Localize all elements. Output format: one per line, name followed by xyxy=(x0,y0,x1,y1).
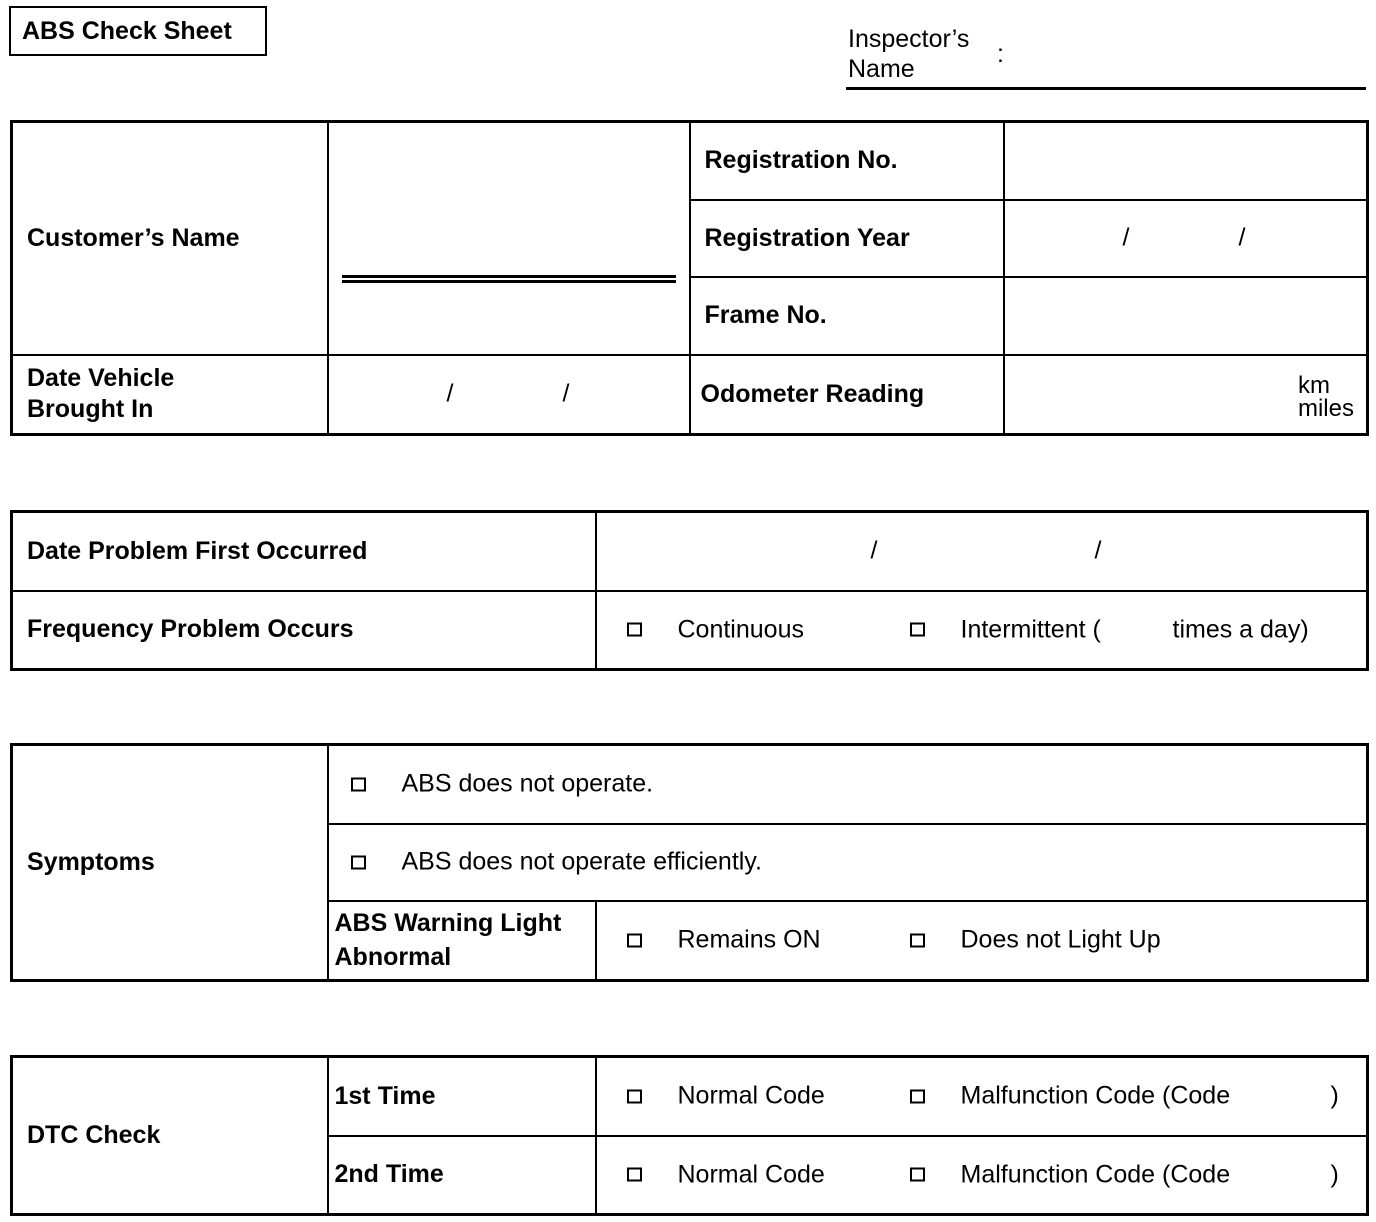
first-time-options xyxy=(596,1057,1368,1136)
symptoms-table xyxy=(10,743,1369,982)
inspector-name-field[interactable] xyxy=(846,87,1366,90)
checkbox[interactable] xyxy=(910,1089,925,1103)
problem-table xyxy=(10,510,1369,671)
times-a-day-label: times a day) xyxy=(1172,615,1309,644)
date-separator: / xyxy=(562,379,570,408)
intermittent-label: Intermittent ( xyxy=(960,615,1101,644)
checkbox[interactable] xyxy=(910,933,925,947)
vehicle-info-table xyxy=(10,120,1369,436)
normal-code-label: Normal Code xyxy=(677,1160,825,1189)
dtc-check-label: DTC Check xyxy=(12,1057,328,1215)
first-normal-code-option[interactable] xyxy=(627,1082,825,1111)
normal-code-label: Normal Code xyxy=(677,1081,825,1110)
date-brought-in-label xyxy=(12,355,328,435)
odometer-label: Odometer Reading xyxy=(690,355,1004,435)
inspector-label-line2: Name xyxy=(848,55,915,83)
warning-light-label xyxy=(328,901,596,981)
registration-no-label: Registration No. xyxy=(690,122,1004,200)
registration-year-field[interactable] xyxy=(1004,200,1368,277)
second-malfunction-code-option[interactable] xyxy=(910,1160,1231,1189)
odometer-field[interactable] xyxy=(1004,355,1368,435)
checkbox[interactable] xyxy=(910,623,925,637)
abs-not-efficient-label: ABS does not operate efficiently. xyxy=(401,847,762,876)
inspector-name-label xyxy=(848,24,969,84)
continuous-option[interactable] xyxy=(627,615,804,644)
checkbox[interactable] xyxy=(351,777,366,791)
date-separator: / xyxy=(1122,223,1130,252)
second-time-label: 2nd Time xyxy=(328,1136,596,1215)
abs-not-operate-label: ABS does not operate. xyxy=(401,769,654,798)
remains-on-label: Remains ON xyxy=(677,925,821,954)
date-separator: / xyxy=(870,536,878,565)
sheet-title-text: ABS Check Sheet xyxy=(22,16,232,45)
frequency-options xyxy=(596,591,1368,670)
date-brought-line2: Brought In xyxy=(27,395,154,424)
first-time-label: 1st Time xyxy=(328,1057,596,1136)
warning-light-line2: Abnormal xyxy=(334,943,452,972)
symptom-row-1 xyxy=(328,745,1368,824)
inspector-colon: : xyxy=(997,40,1004,68)
malfunction-code-label: Malfunction Code (Code xyxy=(960,1160,1231,1189)
symptoms-label: Symptoms xyxy=(12,745,328,981)
date-brought-line1: Date Vehicle xyxy=(27,364,175,393)
frequency-label: Frequency Problem Occurs xyxy=(12,591,596,670)
close-paren: ) xyxy=(1330,1081,1339,1110)
warning-light-options xyxy=(596,901,1368,981)
second-time-options xyxy=(596,1136,1368,1215)
frame-no-label: Frame No. xyxy=(690,277,1004,355)
dtc-check-table xyxy=(10,1055,1369,1216)
registration-year-label: Registration Year xyxy=(690,200,1004,277)
checkbox[interactable] xyxy=(627,623,642,637)
frame-no-field[interactable] xyxy=(1004,277,1368,355)
date-problem-first-field[interactable] xyxy=(596,512,1368,591)
date-separator: / xyxy=(1094,536,1102,565)
date-brought-in-field[interactable] xyxy=(328,355,690,435)
customer-name-underline xyxy=(342,275,676,283)
does-not-light-option[interactable] xyxy=(910,926,1161,955)
checkbox[interactable] xyxy=(910,1168,925,1182)
checkbox[interactable] xyxy=(627,933,642,947)
malfunction-code-label: Malfunction Code (Code xyxy=(960,1081,1231,1110)
warning-light-line1: ABS Warning Light xyxy=(334,909,562,938)
remains-on-option[interactable] xyxy=(627,926,821,955)
inspector-label-line1: Inspector’s xyxy=(848,25,970,53)
checkbox[interactable] xyxy=(351,855,366,869)
symptom-row-2 xyxy=(328,824,1368,901)
date-problem-first-label: Date Problem First Occurred xyxy=(12,512,596,591)
registration-no-field[interactable] xyxy=(1004,122,1368,200)
abs-not-efficient-option[interactable] xyxy=(351,848,762,877)
sheet-title xyxy=(9,6,267,56)
checkbox[interactable] xyxy=(627,1168,642,1182)
date-separator: / xyxy=(446,379,454,408)
continuous-label: Continuous xyxy=(677,615,804,644)
abs-not-operate-option[interactable] xyxy=(351,770,654,799)
close-paren: ) xyxy=(1330,1160,1339,1189)
customer-name-label: Customer’s Name xyxy=(12,122,328,355)
date-separator: / xyxy=(1238,223,1246,252)
intermittent-option[interactable] xyxy=(910,615,1101,644)
unit-miles: miles xyxy=(1297,394,1354,422)
does-not-light-label: Does not Light Up xyxy=(960,925,1161,954)
first-malfunction-code-option[interactable] xyxy=(910,1082,1231,1111)
unit-km: km xyxy=(1297,371,1330,399)
odometer-units xyxy=(1297,371,1354,422)
checkbox[interactable] xyxy=(627,1089,642,1103)
customer-name-field[interactable] xyxy=(328,122,690,355)
second-normal-code-option[interactable] xyxy=(627,1160,825,1189)
